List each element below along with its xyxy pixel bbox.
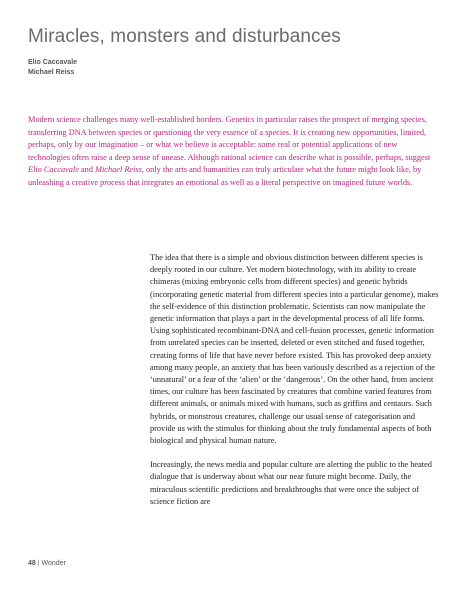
page-footer (28, 560, 66, 567)
intro-author-name: Michael Reiss (95, 165, 142, 175)
body-paragraph: The idea that there is a simple and obvious distinction between different species is deeply rooted in our culture. Yet modern biotechnology, with its ability to create chimeras (mixing embryonic cells from different species) and genetic hybrids (incorporating genetic material from different species into a particular genome), makes the self-evidence of this distinction problematic. Scientists can now manipulate the genetic information that plays a part in the developmental process of all life forms. Using sophisticated recombinant-DNA and cell-fusion processes, genetic information from unrelated species can be inserted, deleted or even stitched and fused together, creating forms of life that have never before existed. This has provoked deep anxiety among many people, an anxiety that has been variously described as a rejection of the ‘unnatural’ or a fear of the ‘alien’ or the ‘dangerous’. On the other hand, from ancient times, our culture has been fascinated by creatures that combine varied features from different animals, or animals mixed with humans, such as griffins and centaurs. Such hybrids, or monstrous creatures, challenge our usual sense of categorisation and provide us with the stimulus for thinking about the truly fundamental aspects of both biological and physical human nature. (150, 253, 439, 446)
intro-text: , only the arts and humanities can truly articulate what the future might look like, by unleashing a creative process that integrates an emotional as well as a literal perspective on imagined future worlds. (28, 165, 422, 187)
intro-text: Modern science challenges many well-established borders. Genetics in particular raises the prospect of merging species, transferring DNA between species or questioning the very essence of a species. It is creating new opportunities, limited, perhaps, only by our imagination – or what we believe is acceptable: some real or potential applications of new technologies often raise a deep sense of unease. Although rational science can describe what is possible, perhaps, suggest (28, 115, 431, 162)
intro-author-name: Elio Caccavale (28, 165, 79, 175)
page-number: 48 (28, 560, 36, 567)
publication-name: Wonder (41, 560, 66, 567)
author-name: Michael Reiss (28, 69, 75, 76)
intro-conjunction: and (78, 165, 96, 175)
article-title: Miracles, monsters and disturbances (28, 26, 341, 47)
body-paragraph: Increasingly, the news media and popular culture are alerting the public to the heated dialogue that is underway about what our near future might become. Daily, the miraculous scientific predictions and breakthroughs that were once the subject of science fiction are (150, 460, 432, 506)
author-name: Elio Caccavale (28, 59, 78, 66)
body-column (150, 252, 440, 508)
intro-paragraph (28, 114, 438, 190)
author-list (28, 58, 77, 78)
footer-separator: | (37, 560, 40, 567)
